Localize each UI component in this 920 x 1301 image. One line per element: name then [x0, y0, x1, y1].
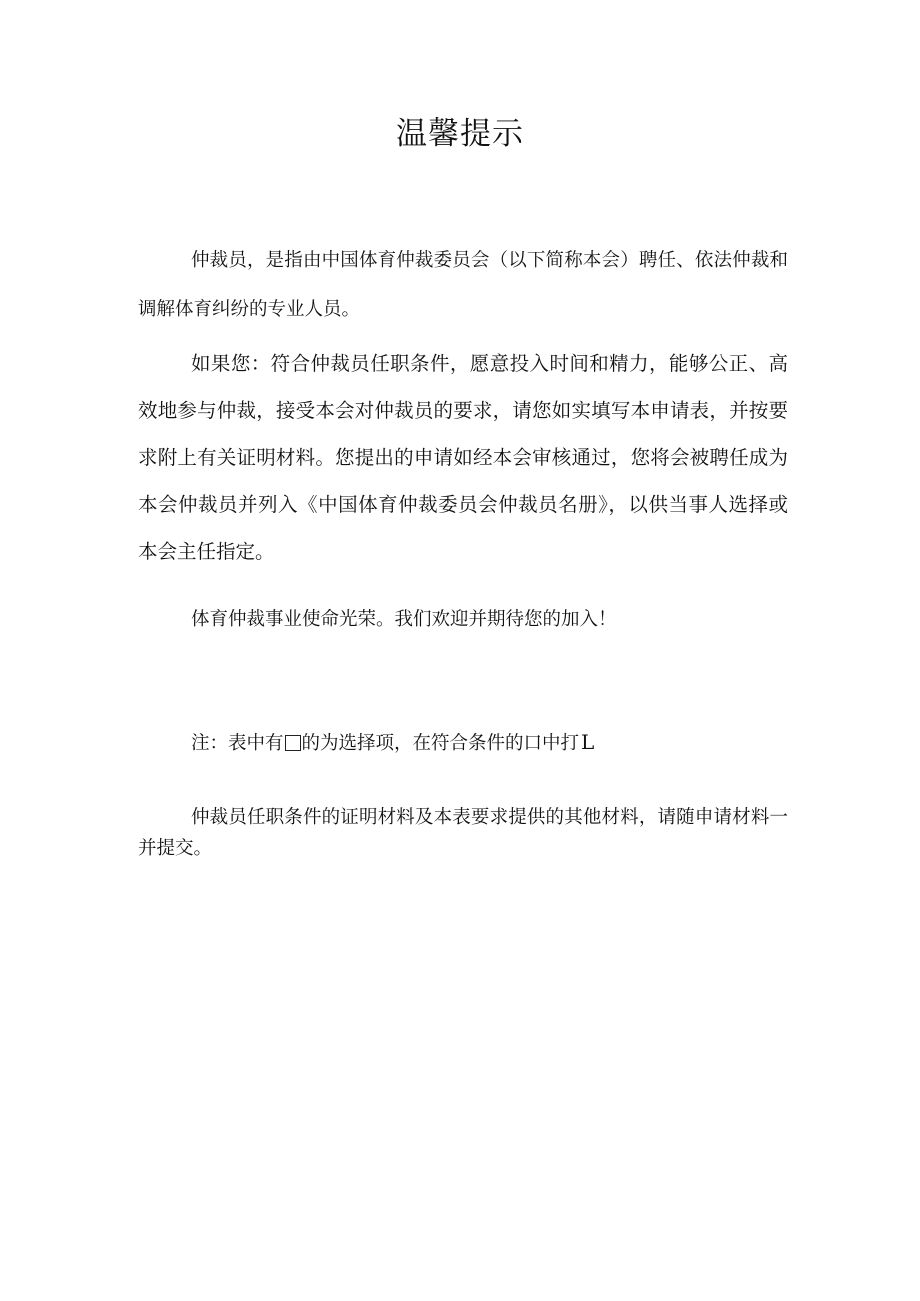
application-instructions-paragraph: 如果您：符合仲裁员任职条件，愿意投入时间和精力，能够公正、高效地参与仲裁，接受本会对仲裁员的要求，请您如实填写本申请表，并按要求附上有关证明材料。您提出的申请如经本会审核通过，您将会被聘任成为本会仲裁员并列入《中国体育仲裁委员会仲裁员名册》，以供当事人选择或本会主任指定。: [138, 352, 788, 563]
arbitrator-definition-paragraph: 仲裁员，是指由中国体育仲裁委员会（以下简称本会）聘任、依法仲裁和调解体育纠纷的专业人员。: [138, 250, 788, 320]
supporting-materials-paragraph: 仲裁员任职条件的证明材料及本表要求提供的其他材料，请随申请材料一并提交。: [138, 807, 788, 859]
welcome-paragraph: 体育仲裁事业使命光荣。我们欢迎并期待您的加入！: [191, 609, 617, 630]
form-note-paragraph: [138, 727, 788, 759]
note-text-after-box: 的为选择项，在符合条件的口中打: [301, 733, 580, 754]
checkbox-square-icon: [285, 735, 301, 751]
page-title: 温馨提示: [396, 116, 524, 152]
note-text-before-box: 注：表中有: [191, 733, 284, 754]
check-mark-glyph: L: [581, 730, 595, 754]
